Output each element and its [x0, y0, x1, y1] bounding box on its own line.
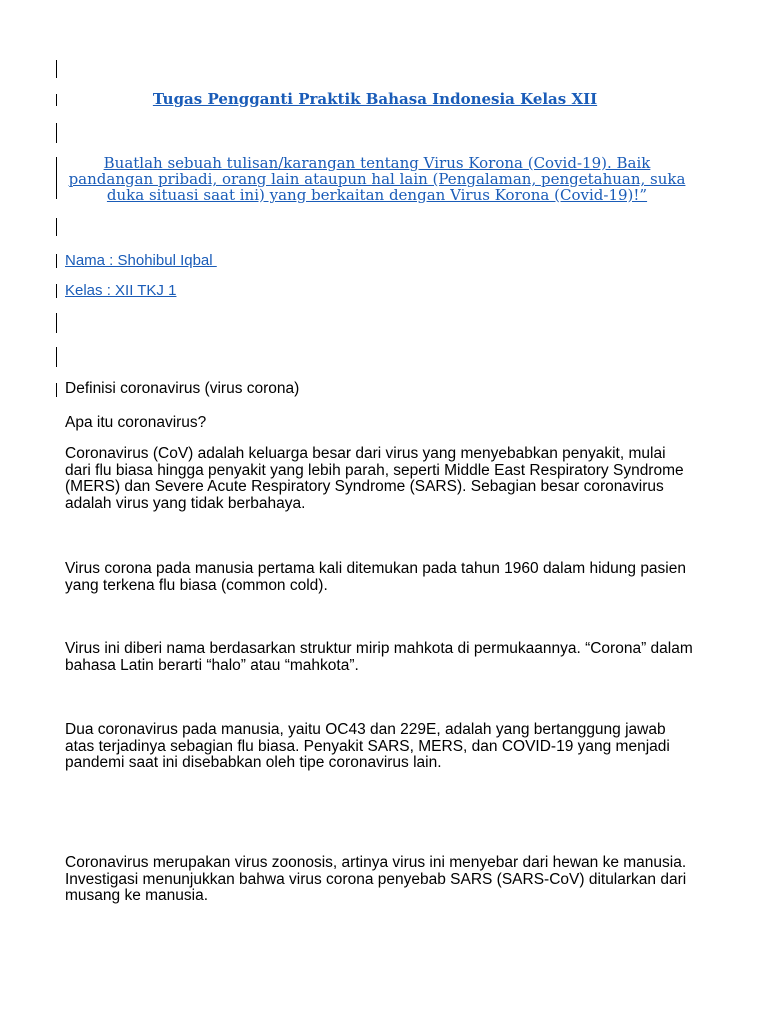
- paragraph: Virus ini diberi nama berdasarkan struktur mirip mahkota di permukaannya. “Corona” dalam bahasa Latin berarti “halo” atau “mahkota”.: [65, 640, 693, 674]
- document-title[interactable]: Tugas Pengganti Praktik Bahasa Indonesia Kelas XII: [152, 90, 598, 108]
- student-class[interactable]: Kelas : XII TKJ 1: [65, 282, 177, 299]
- margin-mark: [56, 157, 57, 199]
- paragraph: Coronavirus (CoV) adalah keluarga besar dari virus yang menyebabkan penyakit, mulai dari flu biasa hingga penyakit yang lebih parah, seperti Middle East Respiratory Syndrome (MERS) dan Severe Acute Respiratory Syndrome (SARS). Sebagian besar coronavirus adalah virus yang tidak berbahaya.: [65, 445, 684, 512]
- margin-mark: [56, 94, 57, 106]
- paragraph: Dua coronavirus pada manusia, yaitu OC43 dan 229E, adalah yang bertanggung jawab atas terjadinya sebagian flu biasa. Penyakit SARS, MERS, dan COVID-19 yang menjadi pandemi saat ini disebabkan oleh tipe coronavirus lain.: [65, 721, 670, 771]
- margin-mark: [56, 313, 57, 333]
- margin-mark: [56, 60, 57, 78]
- assignment-instruction[interactable]: Buatlah sebuah tulisan/karangan tentang Virus Korona (Covid-19). Baik pandangan pribadi, orang lain ataupun hal lain (Pengalaman, pengetahuan, suka duka situasi saat ini) yang berkaitan dengan Virus Korona (Covid-19)!”: [68, 154, 686, 204]
- margin-mark: [56, 383, 57, 397]
- margin-mark: [56, 347, 57, 367]
- paragraph: Coronavirus merupakan virus zoonosis, artinya virus ini menyebar dari hewan ke manusia. Investigasi menunjukkan bahwa virus corona penyebab SARS (SARS-CoV) ditularkan dari musang ke manusia.: [65, 854, 687, 904]
- section-heading: Definisi coronavirus (virus corona): [65, 380, 300, 397]
- margin-mark: [56, 218, 57, 236]
- margin-mark: [56, 284, 57, 298]
- question-text: Apa itu coronavirus?: [65, 414, 207, 431]
- margin-mark: [56, 123, 57, 143]
- paragraph: Virus corona pada manusia pertama kali ditemukan pada tahun 1960 dalam hidung pasien yang terkena flu biasa (common cold).: [65, 560, 686, 594]
- margin-mark: [56, 254, 57, 268]
- student-name[interactable]: Nama : Shohibul Iqbal: [65, 252, 217, 269]
